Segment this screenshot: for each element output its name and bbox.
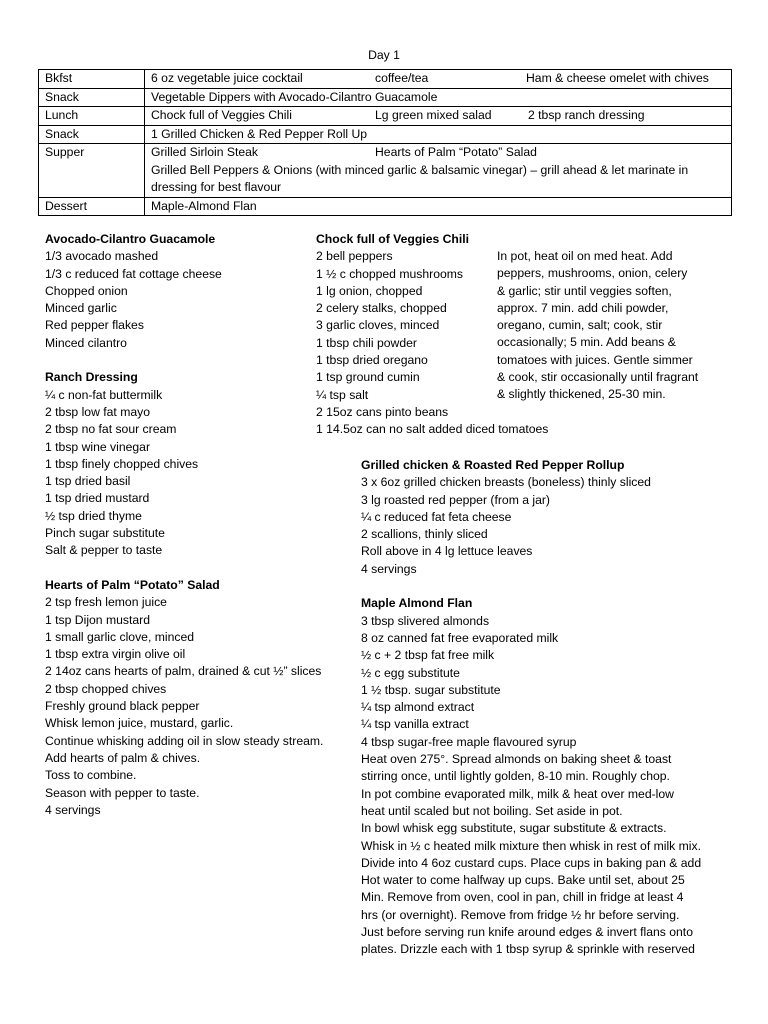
meal-items — [145, 125, 732, 144]
meal-item: Lg green mixed salad — [375, 108, 492, 122]
meal-item: 1 Grilled Chicken & Red Pepper Roll Up — [151, 126, 368, 141]
instruction-line: Hot water to come halfway up cups. Bake until set, about 25 — [361, 873, 685, 888]
meal-item: Vegetable Dippers with Avocado-Cilantro Guacamole — [151, 89, 438, 104]
ingredient-line: Salt & pepper to taste — [45, 543, 163, 558]
ingredient-line: 1 tbsp wine vinegar — [45, 439, 151, 454]
instruction-line: In pot, heat oil on med heat. Add — [497, 249, 673, 263]
ingredient-line: 8 oz canned fat free evaporated milk — [361, 630, 559, 645]
ingredient-line: ¼ tsp vanilla extract — [361, 717, 469, 732]
meal-item: Hearts of Palm “Potato” Salad — [375, 145, 537, 159]
ingredient-line: 1 tsp dried basil — [45, 474, 131, 489]
instruction-line: & cook, stir occasionally until fragrant — [497, 370, 699, 385]
instruction-line: oregano, cumin, salt; cook, stir — [497, 318, 663, 333]
ingredient-line: 1 ½ tbsp. sugar substitute — [361, 682, 501, 697]
table-row — [39, 70, 732, 89]
ingredient-line: 1 tbsp dried oregano — [316, 353, 428, 368]
meal-plan-table — [38, 69, 732, 216]
ingredient-line: Minced garlic — [45, 301, 117, 316]
instruction-line: Just before serving run knife around edges & invert flans onto — [361, 925, 693, 940]
left-recipe-column — [45, 231, 323, 819]
servings-line: 4 servings — [361, 561, 417, 576]
ingredient-line: Pinch sugar substitute — [45, 526, 165, 541]
instruction-line: Whisk lemon juice, mustard, garlic. — [45, 716, 234, 731]
instruction-line: Divide into 4 6oz custard cups. Place cups in baking pan & add — [361, 855, 702, 870]
ingredient-line: 1 small garlic clove, minced — [45, 629, 195, 644]
instruction-line: Add hearts of palm & chives. — [45, 750, 201, 765]
instruction-line: tomatoes with juices. Gentle simmer — [497, 352, 693, 367]
meal-item: Chock full of Veggies Chili — [151, 108, 292, 122]
instruction-line: Roll above in 4 lg lettuce leaves — [361, 544, 533, 559]
ingredient-line: Freshly ground black pepper — [45, 699, 200, 714]
meal-item: Maple-Almond Flan — [151, 198, 257, 213]
table-row — [39, 125, 732, 144]
chili-method — [497, 248, 698, 404]
recipe-title: Avocado-Cilantro Guacamole — [45, 232, 216, 246]
ingredient-line: 1/3 avocado mashed — [45, 249, 159, 264]
ingredient-line: ¼ tsp almond extract — [361, 700, 475, 715]
instruction-line: heat until scaled but not boiling. Set aside in pot. — [361, 803, 623, 818]
page-title: Day 1 — [368, 48, 400, 62]
ingredient-line: 3 lg roasted red pepper (from a jar) — [361, 492, 550, 507]
ingredient-line: 4 tbsp sugar-free maple flavoured syrup — [361, 734, 577, 749]
ingredient-line: 1 lg onion, chopped — [316, 283, 423, 298]
instruction-line: & slightly thickened, 25-30 min. — [497, 387, 666, 402]
ingredient-line: 1 tsp ground cumin — [316, 370, 420, 385]
meal-items — [145, 88, 732, 107]
recipe-title: Maple Almond Flan — [361, 596, 473, 611]
ingredient-line: ¼ tsp salt — [316, 387, 369, 402]
table-row — [39, 144, 732, 198]
meal-label: Lunch — [39, 107, 145, 126]
instruction-line: Min. Remove from oven, cool in pan, chill in fridge at least 4 — [361, 890, 684, 905]
ingredient-line: 1 14.5oz can no salt added diced tomatoes — [316, 422, 549, 437]
meal-label: Dessert — [39, 197, 145, 216]
ingredient-line: Minced cilantro — [45, 335, 127, 350]
ingredient-line: ¼ c reduced fat feta cheese — [361, 509, 512, 524]
ingredient-line: 2 15oz cans pinto beans — [316, 404, 449, 419]
table-row — [39, 107, 732, 126]
instruction-line: & garlic; stir until veggies soften, — [497, 283, 672, 298]
ingredient-line: Chopped onion — [45, 283, 128, 298]
meal-label: Supper — [39, 144, 145, 198]
ingredient-line: 1 ½ c chopped mushrooms — [316, 266, 464, 281]
ingredient-line: 1 tsp Dijon mustard — [45, 612, 150, 627]
table-row — [39, 197, 732, 216]
instruction-line: Whisk in ½ c heated milk mixture then whisk in rest of milk mix. — [361, 838, 701, 853]
recipe-title: Hearts of Palm “Potato” Salad — [45, 577, 220, 592]
ingredient-line: 3 tbsp slivered almonds — [361, 613, 490, 628]
instruction-line: Season with pepper to taste. — [45, 785, 200, 800]
ingredient-line: 2 celery stalks, chopped — [316, 301, 447, 316]
meal-items — [145, 107, 732, 126]
ingredient-line: 1 tsp dried mustard — [45, 491, 150, 506]
recipe-title: Chock full of Veggies Chili — [316, 232, 470, 246]
ingredient-line: 1 tbsp finely chopped chives — [45, 456, 199, 471]
ingredient-line: Red pepper flakes — [45, 318, 144, 333]
ingredient-line: 2 tbsp low fat mayo — [45, 404, 150, 419]
ingredient-line: 2 tsp fresh lemon juice — [45, 595, 167, 610]
ingredient-line: ¼ c non-fat buttermilk — [45, 387, 163, 402]
meal-items — [145, 144, 732, 198]
meal-item: Grilled Sirloin Steak — [151, 145, 259, 159]
ingredient-line: 3 x 6oz grilled chicken breasts (boneless) thinly sliced — [361, 475, 651, 490]
ingredient-line: ½ c egg substitute — [361, 665, 460, 680]
meal-label: Snack — [39, 88, 145, 107]
meal-item: Grilled Bell Peppers & Onions (with minced garlic & balsamic vinegar) – grill ahead & let marinate in dressing for best flavour — [151, 162, 689, 194]
meal-items — [145, 70, 732, 89]
meal-items — [145, 197, 732, 216]
meal-label: Bkfst — [39, 70, 145, 89]
recipe-title: Ranch Dressing — [45, 370, 138, 385]
ingredient-line: 2 14oz cans hearts of palm, drained & cut ½” slices — [45, 664, 322, 679]
instruction-line: In pot combine evaporated milk, milk & heat over med-low — [361, 786, 674, 801]
meal-label: Snack — [39, 125, 145, 144]
ingredient-line: 2 tbsp chopped chives — [45, 681, 167, 696]
ingredient-line: ½ tsp dried thyme — [45, 508, 142, 523]
ingredient-line: 3 garlic cloves, minced — [316, 318, 440, 333]
instruction-line: occasionally; 5 min. Add beans & — [497, 335, 676, 350]
instruction-line: Continue whisking adding oil in slow steady stream. — [45, 733, 324, 748]
instruction-line: peppers, mushrooms, onion, celery — [497, 266, 688, 281]
meal-item: 2 tbsp ranch dressing — [528, 108, 645, 122]
ingredient-line: 1/3 c reduced fat cottage cheese — [45, 266, 222, 281]
meal-item: coffee/tea — [375, 71, 429, 85]
ingredient-line: 2 scallions, thinly sliced — [361, 527, 488, 542]
instruction-line: hrs (or overnight). Remove from fridge ½ hr before serving. — [361, 907, 680, 922]
ingredient-line: 2 bell peppers — [316, 249, 393, 264]
meal-item: Ham & cheese omelet with chives — [526, 71, 709, 85]
meal-item: 6 oz vegetable juice cocktail — [151, 71, 303, 85]
servings-line: 4 servings — [45, 802, 101, 817]
instruction-line: Toss to combine. — [45, 768, 137, 783]
table-row — [39, 88, 732, 107]
instruction-line: plates. Drizzle each with 1 tbsp syrup & sprinkle with reserved — [361, 942, 695, 957]
instruction-line: stirring once, until lightly golden, 8-10 min. Roughly chop. — [361, 769, 670, 784]
recipe-title: Grilled chicken & Roasted Red Pepper Rollup — [361, 458, 625, 472]
instruction-line: In bowl whisk egg substitute, sugar substitute & extracts. — [361, 821, 667, 836]
instruction-line: approx. 7 min. add chili powder, — [497, 300, 669, 315]
instruction-line: Heat oven 275°. Spread almonds on baking sheet & toast — [361, 752, 672, 767]
ingredient-line: 1 tbsp chili powder — [316, 335, 417, 350]
ingredient-line: 1 tbsp extra virgin olive oil — [45, 647, 186, 662]
ingredient-line: 2 tbsp no fat sour cream — [45, 422, 177, 437]
ingredient-line: ½ c + 2 tbsp fat free milk — [361, 648, 495, 663]
right-recipe-column — [361, 457, 701, 959]
